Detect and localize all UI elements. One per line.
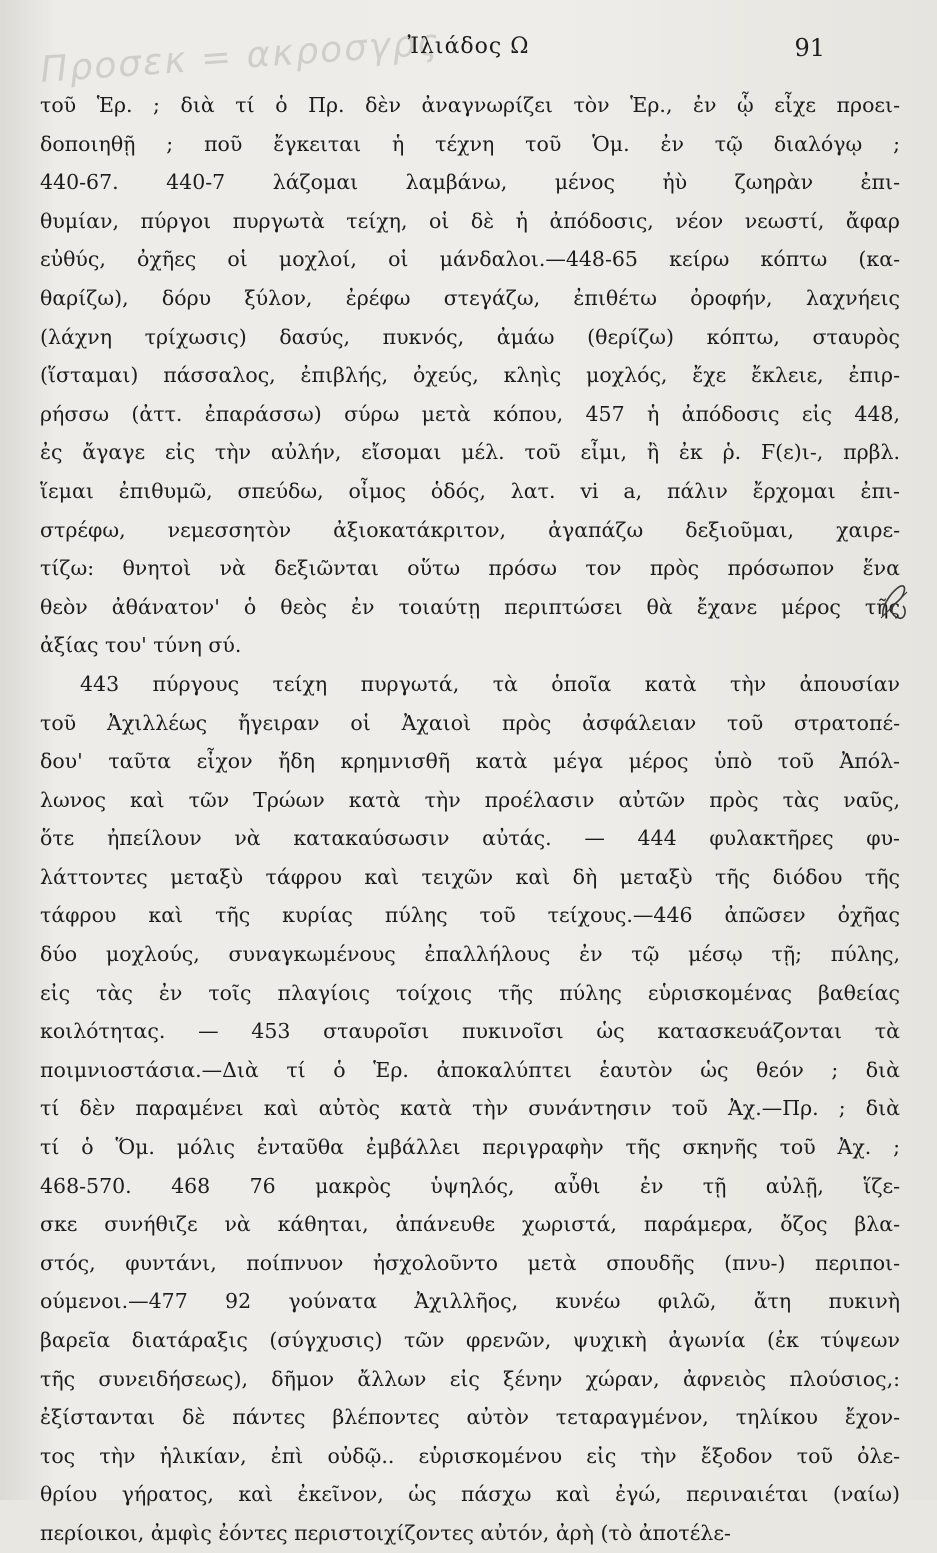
text-line: ούμενοι.—477 92 γούνατα Ἀχιλλῆος, κυνέω φιλῶ, ἄτη πυκινὴ (40, 1289, 900, 1314)
text-line: ἐξίστανται δὲ πάντες βλέποντες αὐτὸν τεταραγμένον, τηλίκου ἔχον- (40, 1405, 900, 1430)
text-line: ἐς ἄγαγε εἰς τὴν αὐλήν, εἴσομαι μέλ. τοῦ εἶμι, ἢ ἐκ ῥ. Ϝ(ε)ι-, πρβλ. (40, 440, 900, 465)
pencil-scribble-icon (877, 580, 911, 624)
text-line: στός, φυντάνι, ποίπνυον ἠσχολοῦντο μετὰ σπουδῆς (πνυ-) περιποι- (40, 1250, 900, 1275)
paragraph-1 (40, 86, 900, 665)
text-line: εὐθύς, ὀχῆες οἱ μοχλοί, οἱ μάνδαλοι.—448-65 κείρω κόπτω (κα- (40, 247, 900, 272)
paragraph-2 (40, 665, 900, 1553)
page-number: 91 (794, 34, 825, 62)
text-line: κοιλότητας. — 453 σταυροῖσι πυκινοῖσι ὡς κατασκευάζονται τὰ (40, 1019, 900, 1044)
text-line: τί δὲν παραμένει καὶ αὐτὸς κατὰ τὴν συνάντησιν τοῦ Ἀχ.—Πρ. ; διὰ (40, 1096, 900, 1121)
text-line: ρήσσω (ἀττ. ἐπαράσσω) σύρω μετὰ κόπου, 457 ἡ ἀπόδοσις εἰς 448, (40, 401, 900, 426)
text-line: τοῦ Ἑρ. ; διὰ τί ὁ Πρ. δὲν ἀναγνωρίζει τὸν Ἑρ., ἐν ᾧ εἶχε προει- (40, 93, 900, 117)
text-line: τος τὴν ἡλικίαν, ἐπὶ οὐδῷ.. εὑρισκομένου εἰς τὴν ἔξοδον τοῦ ὀλε- (40, 1443, 900, 1468)
text-line: (λάχνη τρίχωσις) δασύς, πυκνός, ἀμάω (θερίζω) κόπτω, σταυρὸς (40, 324, 900, 349)
text-line: στρέφω, νεμεσσητὸν ἀξιοκατάκριτον, ἀγαπάζω δεξιοῦμαι, χαιρε- (40, 517, 900, 542)
pencil-annotation: Προσεκ = ακροσγρς (39, 22, 442, 91)
text-line: θρίου γήρατος, καὶ ἐκεῖνον, ὡς πάσχω καὶ ἐγώ, περιναιέται (ναίω) (40, 1482, 900, 1507)
text-line: 468-570. 468 76 μακρὸς ὑψηλός, αὖθι ἐν τῇ αὐλῇ, ἵζε- (40, 1173, 900, 1198)
text-line: ἵεμαι ἐπιθυμῶ, σπεύδω, οἶμος ὁδός, λατ. vi a, πάλιν ἔρχομαι ἐπι- (40, 478, 900, 503)
text-line: δοποιηθῇ ; ποῦ ἔγκειται ἡ τέχνη τοῦ Ὁμ. ἐν τῷ διαλόγῳ ; (40, 131, 900, 156)
text-line: βαρεῖα διατάραξις (σύγχυσις) τῶν φρενῶν, ψυχικὴ ἀγωνία (ἐκ τύψεων (40, 1328, 900, 1352)
page-header (0, 34, 937, 68)
text-line: τί ὁ Ὅμ. μόλις ἐνταῦθα ἐμβάλλει περιγραφὴν τῆς σκηνῆς τοῦ Ἀχ. ; (40, 1135, 900, 1160)
text-line: λωνος καὶ τῶν Τρώων κατὰ τὴν προέλασιν αὐτῶν πρὸς τὰς ναῦς, (40, 787, 900, 812)
text-line: τοῦ Ἀχιλλέως ἤγειραν οἱ Ἀχαιοὶ πρὸς ἀσφάλειαν τοῦ στρατοπέ- (40, 710, 900, 735)
text-line: 440-67. 440-7 λάζομαι λαμβάνω, μένος ἠὺ ζωηρὰν ἐπι- (40, 170, 900, 195)
text-line: τίζω: θνητοὶ νὰ δεξιῶνται οὕτω πρόσω τον πρὸς πρόσωπον ἕνα (40, 556, 900, 581)
text-line: θαρίζω), δόρυ ξύλον, ἐρέφω στεγάζω, ἐπιθέτω ὀροφήν, λαχνήεις (40, 285, 900, 310)
text-line: ποιμνιοστάσια.—Διὰ τί ὁ Ἑρ. ἀποκαλύπτει ἑαυτὸν ὡς θεόν ; διὰ (40, 1057, 900, 1082)
text-line: δύο μοχλούς, συναγκωμένους ἐπαλλήλους ἐν τῷ μέσῳ τῇ; πύλης, (40, 942, 900, 967)
commentary-text (40, 86, 900, 1553)
text-line: θεὸν ἀθάνατον' ὁ θεὸς ἐν τοιαύτῃ περιπτώσει θὰ ἔχανε μέρος τῆς (40, 594, 900, 619)
text-line: εἰς τὰς ἐν τοῖς πλαγίοις τοίχοις τῆς πύλης εὑρισκομένας βαθείας (40, 980, 900, 1005)
text-line: ὅτε ἠπείλουν νὰ κατακαύσωσιν αὐτάς. — 444 φυλακτῆρες φυ- (40, 826, 900, 851)
text-line: τῆς συνειδήσεως), δῆμον ἄλλων εἰς ξένην χώραν, ἀφνειὸς πλούσιος,: (40, 1366, 900, 1391)
text-line: 443 πύργους τείχη πυργωτά, τὰ ὁποῖα κατὰ τὴν ἀπουσίαν (80, 671, 900, 696)
text-line: θυμίαν, πύργοι πυργωτὰ τείχη, οἱ δὲ ἡ ἀπόδοσις, νέον νεωστί, ἄφαρ (40, 208, 900, 233)
text-line: δου' ταῦτα εἶχον ἤδη κρημνισθῆ κατὰ μέγα μέρος ὑπὸ τοῦ Ἀπόλ- (40, 749, 900, 774)
running-title: Ἰλιάδος Ω (407, 34, 530, 59)
text-line: περίοικοι, ἀμφὶς ἐόντες περιστοιχίζοντες αὐτόν, ἀρὴ (τὸ ἀποτέλε- (40, 1520, 731, 1545)
text-line: (ἵσταμαι) πάσσαλος, ἐπιβλής, ὀχεύς, κληὶς μοχλός, ἔχε ἔκλειε, ἐπιρ- (40, 363, 900, 388)
text-line: λάττοντες μεταξὺ τάφρου καὶ τειχῶν καὶ δὴ μεταξὺ τῆς διόδου τῆς (40, 864, 900, 889)
text-line: τάφρου καὶ τῆς κυρίας πύλης τοῦ τείχους.—446 ἀπῶσεν ὀχῆας (40, 903, 900, 928)
text-line: σκε συνήθιζε νὰ κάθηται, ἀπάνευθε χωριστά, παράμερα, ὄζος βλα- (40, 1212, 900, 1237)
text-line: ἀξίας του' τύνη σύ. (40, 633, 242, 658)
